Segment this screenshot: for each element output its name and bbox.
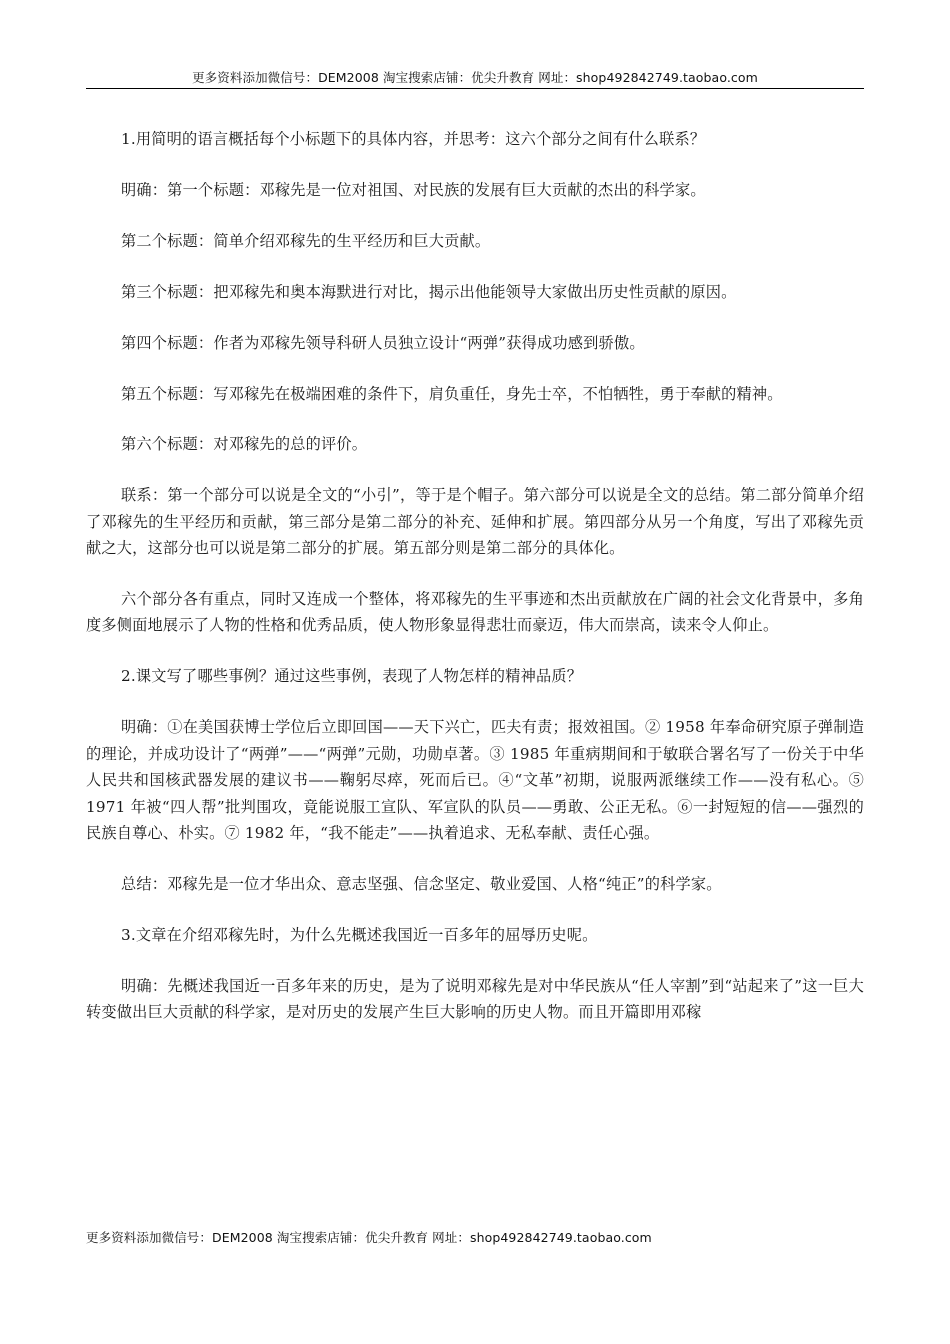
connection-paragraph: 联系：第一个部分可以说是全文的“小引”，等于是个帽子。第六部分可以说是全文的总结。第二部分简单介绍了邓稼先的生平经历和贡献，第三部分是第二部分的补充、延伸和扩展。第四部分从另一个角度，写出了邓稼先贡献之大，这部分也可以说是第二部分的扩展。第五部分则是第二部分的具体化。 (86, 486, 864, 558)
page-footer: 更多资料添加微信号：DEM2008 淘宝搜索店铺：优尖升教育 网址：shop492842749.taobao.com (86, 1230, 652, 1245)
answer-heading-3: 第三个标题：把邓稼先和奥本海默进行对比，揭示出他能领导大家做出历史性贡献的原因。 (121, 282, 737, 301)
header-divider (86, 88, 864, 89)
answer-heading-5: 第五个标题：写邓稼先在极端困难的条件下，肩负重任，身先士卒，不怕牺牲，勇于奉献的精神。 (121, 384, 783, 403)
question-3: 3.文章在介绍邓稼先时，为什么先概述我国近一百多年的屈辱历史呢。 (121, 925, 598, 944)
page-header: 更多资料添加微信号：DEM2008 淘宝搜索店铺：优尖升教育 网址：shop492842749.taobao.com (192, 70, 758, 85)
summary-paragraph: 六个部分各有重点，同时又连成一个整体，将邓稼先的生平事迹和杰出贡献放在广阔的社会文化背景中，多角度多侧面地展示了人物的性格和优秀品质，使人物形象显得悲壮而豪迈，伟大而崇高，读来令人仰止。 (86, 590, 864, 635)
answer-heading-4: 第四个标题：作者为邓稼先领导科研人员独立设计“两弹”获得成功感到骄傲。 (121, 333, 645, 352)
answer-heading-1: 明确：第一个标题：邓稼先是一位对祖国、对民族的发展有巨大贡献的杰出的科学家。 (121, 180, 706, 199)
answer-history: 明确：先概述我国近一百多年来的历史，是为了说明邓稼先是对中华民族从“任人宰割”到“站起来了”这一巨大转变做出巨大贡献的科学家，是对历史的发展产生巨大影响的历史人物。而且开篇即用邓稼 (86, 976, 864, 1022)
document-body (86, 126, 864, 1050)
answer-heading-2: 第二个标题：简单介绍邓稼先的生平经历和巨大贡献。 (121, 231, 491, 250)
question-1: 1.用简明的语言概括每个小标题下的具体内容，并思考：这六个部分之间有什么联系？ (121, 130, 706, 148)
answer-examples: 明确：①在美国获博士学位后立即回国——天下兴亡，匹夫有责；报效祖国。② 1958 年奉命研究原子弹制造的理论，并成功设计了“两弹”——“两弹”元勋，功勋卓著。③ 1985 年重病期间和于敏联合署名写了一份关于中华人民共和国核武器发展的建议书——鞠躬尽瘁，死而后已。④“文革”初期，说服两派继续工作——没有私心。⑤ 1971 年被“四人帮”批判围攻，竟能说服工宣队、军宣队的队员——勇敢、公正无私。⑥一封短短的信——强烈的民族自尊心、朴实。⑦ 1982 年，“我不能走”——执着追求、无私奉献、责任心强。 (86, 718, 864, 842)
question-2: 2.课文写了哪些事例？通过这些事例，表现了人物怎样的精神品质？ (121, 667, 583, 686)
answer-conclusion: 总结：邓稼先是一位才华出众、意志坚强、信念坚定、敬业爱国、人格“纯正”的科学家。 (121, 874, 722, 893)
answer-heading-6: 第六个标题：对邓稼先的总的评价。 (121, 435, 368, 454)
